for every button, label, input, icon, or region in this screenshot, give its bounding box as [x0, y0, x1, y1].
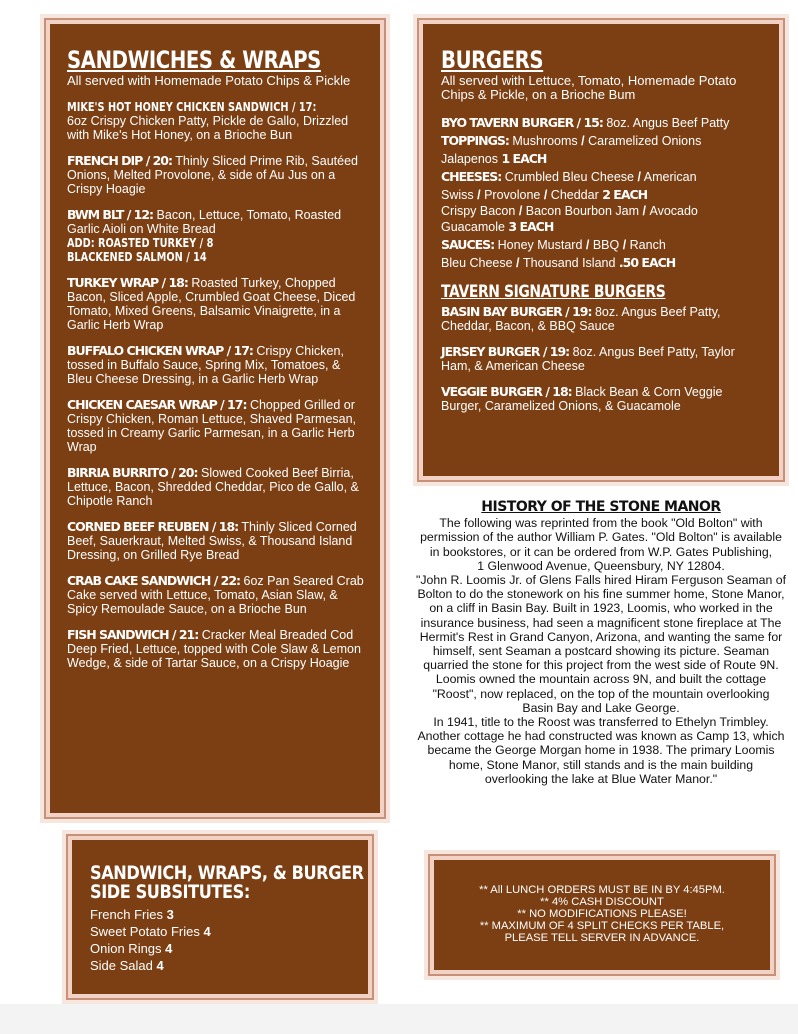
side-price: 4 [165, 941, 173, 956]
menu-item-desc: Crispy Chicken, tossed in Buffalo Sauce, Spring Mix, Tomatoes, & Bleu Cheese Dressing, in a Garlic Herb Wrap [67, 344, 344, 386]
sandwiches-subtitle: All served with Homemade Potato Chips & Pickle [67, 73, 351, 88]
menu-item [67, 154, 364, 196]
toppings-price: 1 EACH [501, 151, 547, 166]
menu-item [67, 628, 364, 670]
menu-item [67, 466, 364, 508]
menu-item [67, 344, 364, 386]
menu-item [441, 345, 765, 373]
sides-list [90, 906, 354, 974]
menu-item-name: TURKEY WRAP / 18: [67, 275, 188, 290]
cheeses-label: CHEESES: [441, 169, 502, 184]
page-footer-band [0, 1004, 798, 1034]
menu-item-desc: Chopped Grilled or Crispy Chicken, Roman Lettuce, Shaved Parmesan, tossed in Creamy Garlic Parmesan, in a Garlic Herb Wrap [67, 398, 357, 454]
history-para-3: In 1941, title to the Roost was transferred to Ethelyn Trimbley. Another cottage he had constructed was known as Camp 13, which became the George Morgan home in 1938. The primary Loomis home, Stone Manor, still stands and is the main building overlooking the lake at Blue Water Manor." [417, 715, 785, 786]
menu-item-name: CHICKEN CAESAR WRAP / 17: [67, 397, 247, 412]
list-item: Sweet Potato Fries 4 [90, 924, 211, 939]
burgers-subtitle: All served with Lettuce, Tomato, Homemade Potato Chips & Pickle, on a Brioche Bum [441, 73, 737, 102]
menu-item-name: FISH SANDWICH / 21: [67, 627, 199, 642]
menu-item-desc: 6oz Crispy Chicken Patty, Pickle de Gallo, Drizzled with Mike's Hot Honey, on a Brioche Bun [67, 114, 349, 142]
sides-title [90, 862, 364, 903]
notices-panel [430, 856, 774, 974]
extras-price: 3 EACH [508, 219, 554, 234]
menu-item [67, 574, 364, 616]
menu-item-name: BIRRIA BURRITO / 20: [67, 465, 198, 480]
sides-panel [68, 836, 372, 998]
sauces-label: SAUCES: [441, 237, 495, 252]
sandwiches-title: SANDWICHES & WRAPS [67, 46, 321, 74]
menu-item-name: BASIN BAY BURGER / 19: [441, 304, 592, 319]
menu-item-desc: Black Bean & Corn Veggie Burger, Caramelized Onions, & Guacamole [441, 385, 723, 413]
menu-item-name: MIKE'S HOT HONEY CHICKEN SANDWICH / 17: [67, 99, 317, 114]
sides-title-line1: SANDWICH, WRAPS, & BURGER [90, 862, 364, 884]
menu-item-addon: BLACKENED SALMON / 14 [67, 249, 207, 264]
menu-item-name: VEGGIE BURGER / 18: [441, 384, 572, 399]
menu-item-desc: 6oz Pan Seared Crab Cake served with Lettuce, Tomato, Asian Slaw, & Spicy Remoulade Sauce, on a Brioche Bun [67, 574, 364, 616]
menu-item-desc: 8oz. Angus Beef Patty, Cheddar, Bacon, & BBQ Sauce [441, 305, 721, 333]
menu-item-desc: Slowed Cooked Beef Birria, Lettuce, Bacon, Shredded Cheddar, Pico de Gallo, & Chipotle Ranch [67, 466, 359, 508]
history-para-2: "John R. Loomis Jr. of Glens Falls hired Hiram Ferguson Seaman of Bolton to do the stonework on his fine summer home, Stone Manor, on a cliff in Basin Bay. Built in 1923, Loomis, who worked in the insurance business, had seen a magnificent stone fireplace at The Hermit's Rest in Grand Canyon, Arizona, and wanting the same for himself, sent Seaman a postcard showing its picture. Seaman quarried the stone for this project from the west side of Route 9N. Loomis owned the mountain across 9N, and built the cottage "Roost", now replaced, on the top of the mountain overlooking Basin Bay and Lake George. [416, 573, 787, 715]
signature-title: TAVERN SIGNATURE BURGERS [441, 282, 666, 302]
menu-item [441, 305, 765, 333]
menu-item-name: BYO TAVERN BURGER / 15: [441, 115, 603, 130]
side-price: 4 [203, 924, 211, 939]
menu-item-desc: Thinly Sliced Prime Rib, Sautéed Onions, Melted Provolone, & side of Au Jus on a Crispy Hoagie [67, 154, 358, 196]
menu-item-name: JERSEY BURGER / 19: [441, 344, 570, 359]
history-section [416, 500, 786, 786]
byo-section: BYO TAVERN BURGER / 15: 8oz. Angus Beef Patty TOPPINGS: Mushrooms / Caramelized Onions Jalapenos 1 EACH CHEESES: Crumbled Bleu Cheese / American Swiss / Provolone / Cheddar 2 EACH Crispy Bacon / Bacon Bourbon Jam / Avocado Guacamole 3 EACH SAUCES: Honey Mustard / BBQ / Ranch Bleu Cheese / Thousand Island .50 EACH [441, 115, 730, 270]
menu-item [67, 520, 364, 562]
menu-item-name: FRENCH DIP / 20: [67, 153, 173, 168]
history-para-1: The following was reprinted from the book "Old Bolton" with permission of the author William P. Gates. "Old Bolton" is available in bookstores, or it can be ordered from W.P. Gates Publishing, [420, 516, 782, 559]
toppings-label: TOPPINGS: [441, 133, 509, 148]
notice-line: ** 4% CASH DISCOUNT [540, 896, 664, 908]
menu-item [67, 276, 364, 332]
menu-item-name: BWM BLT / 12: [67, 207, 154, 222]
burgers-panel [419, 20, 783, 480]
menu-item-name: CRAB CAKE SANDWICH / 22: [67, 573, 241, 588]
history-title: HISTORY OF THE STONE MANOR [481, 499, 721, 515]
sauces-price: .50 EACH [618, 255, 676, 270]
menu-item-name: CORNED BEEF REUBEN / 18: [67, 519, 239, 534]
sandwiches-panel [46, 20, 384, 817]
notice-line: ** NO MODIFICATIONS PLEASE! [517, 908, 687, 920]
menu-item [67, 208, 364, 264]
side-price: 3 [166, 907, 174, 922]
menu-item [67, 100, 364, 142]
menu-item-name: BUFFALO CHICKEN WRAP / 17: [67, 343, 253, 358]
menu-item-addon: ADD: ROASTED TURKEY / 8 [67, 235, 214, 250]
sides-title-line2: SIDE SUBSITUTES: [90, 881, 250, 903]
menu-item-desc: Roasted Turkey, Chopped Bacon, Sliced Apple, Crumbled Goat Cheese, Diced Tomato, Mixed Greens, Balsamic Vinaigrette, in a Garlic Herb Wrap [67, 276, 356, 332]
menu-item-desc: Thinly Sliced Corned Beef, Sauerkraut, Melted Swiss, & Thousand Island Dressing, on Grilled Rye Bread [67, 520, 357, 562]
menu-item-desc: 8oz. Angus Beef Patty, Taylor Ham, & American Cheese [441, 345, 735, 373]
menu-item-desc: Cracker Meal Breaded Cod Deep Fried, Lettuce, topped with Cole Slaw & Lemon Wedge, & side of Tartar Sauce, on a Crispy Hoagie [67, 628, 361, 670]
list-item: Side Salad 4 [90, 958, 164, 973]
notice-line: ** All LUNCH ORDERS MUST BE IN BY 4:45PM. [479, 884, 725, 896]
burgers-title: BURGERS [441, 46, 544, 74]
menu-item [67, 398, 364, 454]
side-price: 4 [156, 958, 164, 973]
notice-line: PLEASE TELL SERVER IN ADVANCE. [504, 932, 700, 944]
menu-item [441, 385, 765, 413]
list-item: French Fries 3 [90, 907, 174, 922]
list-item: Onion Rings 4 [90, 941, 173, 956]
notice-line: ** MAXIMUM OF 4 SPLIT CHECKS PER TABLE, [479, 920, 725, 932]
menu-item-desc: Bacon, Lettuce, Tomato, Roasted Garlic Aioli on White Bread [67, 208, 342, 236]
menu-item-desc: 8oz. Angus Beef Patty [606, 116, 730, 130]
cheese-price: 2 EACH [602, 187, 648, 202]
history-address: 1 Glenwood Avenue, Queensbury, NY 12804. [477, 558, 725, 573]
